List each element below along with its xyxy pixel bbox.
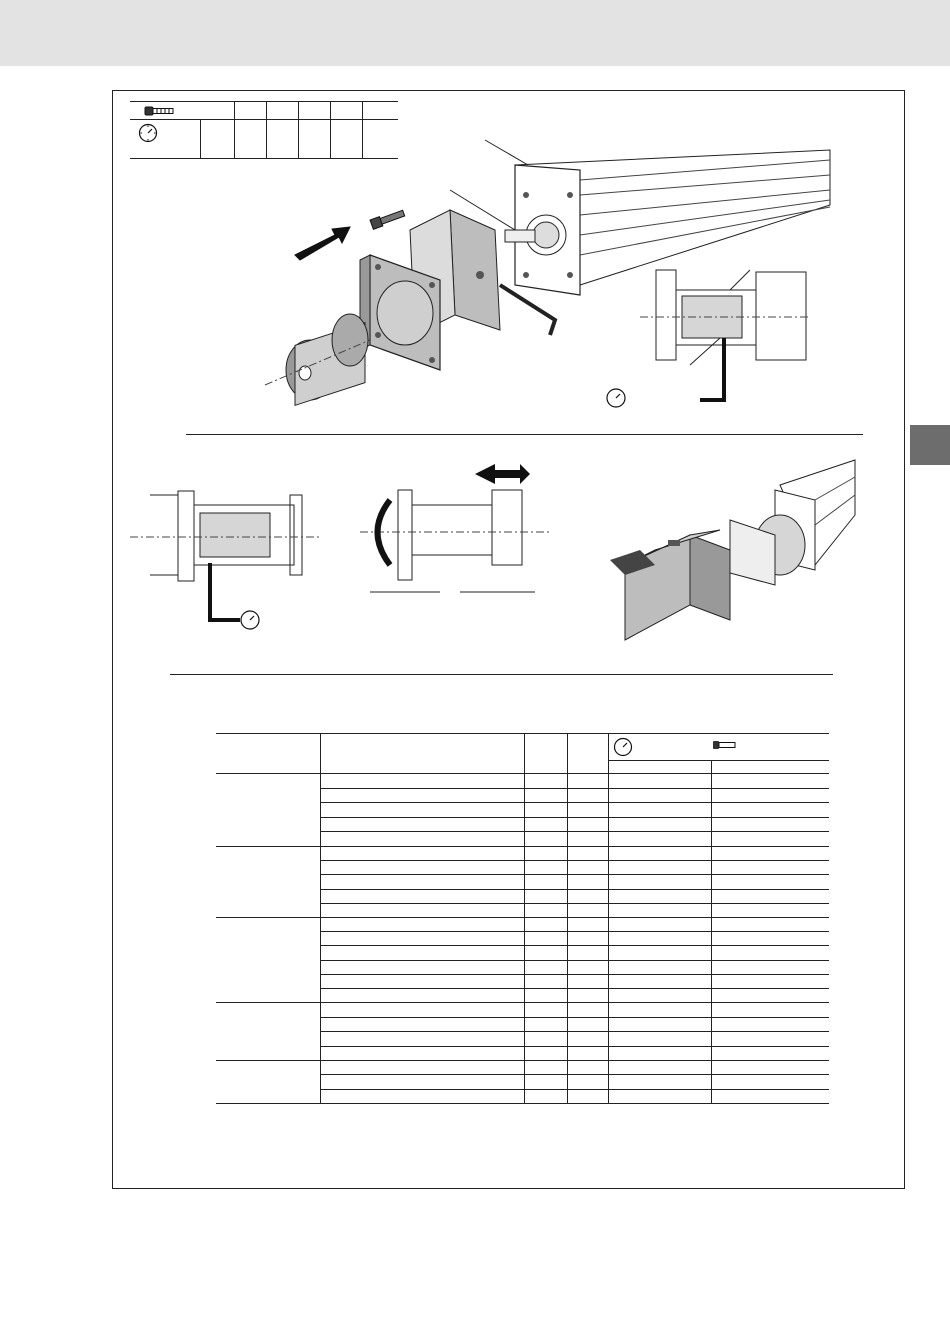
table-row-separator (320, 1031, 829, 1032)
cross-section-left-figure (130, 485, 320, 635)
specification-table (216, 733, 829, 1104)
table-row-separator (320, 788, 829, 789)
table-row-separator (320, 960, 829, 961)
screw-icon (712, 740, 736, 750)
table-row-separator (320, 988, 829, 989)
table-row-separator (320, 945, 829, 946)
torque-wrench-icon (613, 737, 633, 757)
table-row-separator (320, 874, 829, 875)
table-row-separator (320, 1074, 829, 1075)
alignment-section-figure (360, 460, 550, 600)
table-row-separator (320, 903, 829, 904)
section-divider (170, 674, 833, 675)
page-header-band (0, 0, 950, 66)
section-divider (186, 434, 863, 435)
push-arrow-icon (295, 227, 350, 260)
table-row-separator (320, 831, 829, 832)
chapter-tab[interactable] (910, 425, 950, 465)
table-row-separator (320, 889, 829, 890)
table-row-separator (320, 974, 829, 975)
table-row-separator (320, 1017, 829, 1018)
cutaway-inset-figure (600, 260, 810, 420)
screw-icon (144, 105, 174, 117)
table-row-separator (320, 1089, 829, 1090)
torque-wrench-icon (241, 611, 259, 629)
double-arrow-icon (475, 464, 530, 484)
table-row-separator (320, 931, 829, 932)
torque-wrench-icon (607, 389, 625, 407)
torque-wrench-icon (138, 123, 158, 143)
table-row-separator (320, 860, 829, 861)
table-row-separator (320, 1046, 829, 1047)
table-row-separator (320, 802, 829, 803)
table-row-separator (320, 817, 829, 818)
motor-mounting-figure (600, 455, 860, 650)
